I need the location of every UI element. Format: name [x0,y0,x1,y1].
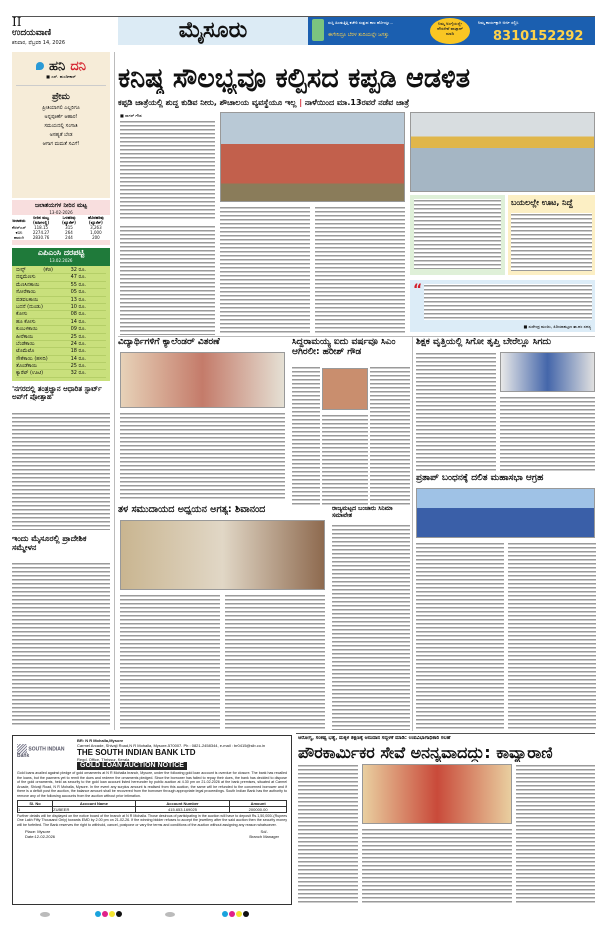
notice-place: Place: Mysore [25,829,51,835]
lead-byline: ■ ಸಾಗರ್ ಗೌಡ [120,113,142,118]
vegetable-name: ಬದನೆ (ದುಂಡು) [16,303,43,310]
headline-pratap: ಪ್ರತಾಪ್ ಬಂಧನಕ್ಕೆ ದಲಿತ ಮಹಾಸಭಾ ಆಗ್ರಹ [416,474,544,483]
bank-auction-notice [12,735,292,905]
notice-body: Gold loans availed against pledge of gold ornaments at N R Mohalla branch, Mysore, under the following gold loan account is overdue for closure. The bank has recalled the loans, but the pawners yet to remit the dues and redeem the ornaments pledged. Since the borrower has failed to repay their dues, the bank has decided to dispose of the gold ornaments, held as security to the gold loan account listed hereunder by public auction at 4.30 pm on 21-02-2026 at the bank premises, situated at Carmel Arcade, Shivaji Road, N R Mohalla, Mysore. In the event any surplus amount is realised from this auction, the same will be refunded to the concerned borrower and if there is a deficit post the auction, the balance amount shall be recovered from the borrower through appropriate legal proceedings. South Indian Bank has the authority to remove any of the following accounts from the auction without prior intimation. [17,771,287,798]
vegetable-price: 05 ರೂ. [70,289,86,296]
apmc-row [16,282,106,289]
lead-headline: ಕನಿಷ್ಠ ಸೌಲಭ್ಯವೂ ಕಲ್ಪಿಸದ ಕಪ್ಪಡಿ ಆಡಳಿತ [118,64,471,94]
apmc-row [16,297,106,304]
cell: 2274.27 [32,230,50,235]
advertisement [308,17,595,45]
cell: 415.653.169025 [135,806,230,812]
cell: 200 [92,235,100,240]
unit-label: (ಕೆಜಿ) [43,267,53,273]
vegetable-name: ಪಡವಲಕಾಯಿ [16,296,39,303]
cm-body [322,414,368,506]
quote-box-blue [410,280,595,332]
headline-startup: 'ನಗರದಲ್ಲಿ ತಂತ್ರಜ್ಞಾನ ಆಧಾರಿತ ಸ್ಟಾರ್ಟ್ ಅಪ್‌ಗೆ ಪ್ರೋತ್ಸಾಹ' [12,386,102,401]
dani-title: ದನಿ [70,59,87,74]
vegetable-name: ಹೀರೆಕಾಯಿ [16,333,34,340]
reservoir-date: 13-02-2026 [49,210,73,215]
vegetable-price: 09 ರೂ. [70,326,86,333]
issue-date: ಶನಿವಾರ, ಫೆಬ್ರವರಿ 14, 2026 [12,39,112,47]
cell: ಹಾರಂಗಿ [13,235,25,240]
vegetable-name: ಬೀನ್ಸ್ [16,267,26,273]
apmc-title: ಎಪಿಎಂಸಿ ದರಪಟ್ಟಿ [37,248,85,257]
lead-body [220,206,310,334]
apmc-row [16,341,106,348]
ad-badge: ನಿಮ್ಮ ಅಂಗೈಯಲ್ಲೇ ಪೌರಸೇವೆ ವಾಟ್ಸಾಪ್ ಮಾಡಿ [430,18,470,44]
poem-title: ಪ್ರೇಮ [52,92,70,102]
lead-photo-temple [220,112,405,202]
cell: 2830.76 [32,235,50,240]
bank-logo-text: SOUTH INDIAN Bank [17,746,65,759]
startup-body [12,412,110,530]
vegetable-price: 32 ರೂ. [70,370,86,377]
apmc-row [16,363,106,370]
lead-body [120,120,215,220]
vegetable-price: 13 ರೂ. [70,296,86,303]
apmc-row [16,274,106,281]
ad-phone: 8310152292 [493,29,584,44]
pratap-body [416,542,504,730]
drop-icon [36,62,44,70]
cell: 3,263 [90,225,102,230]
study-body [120,594,220,730]
vegetable-price: 32 ರೂ. [70,267,86,273]
cm-body [292,366,320,506]
table-row [12,235,110,240]
apmc-row [16,334,106,341]
students-body [120,412,285,500]
headline-teacher: ಶಿಕ್ಷಕ ವೃತ್ತಿಯಲ್ಲಿ ಸಿಗೋ ತೃಪ್ತಿ ಬೇರೆಲ್ಲೂ ಸಿಗದು [416,338,552,347]
notice-title: GOLD LOAN AUCTION NOTICE [77,762,187,770]
vegetable-price: 25 ರೂ. [70,363,86,370]
pourakarmika-body [362,828,512,904]
sidebar-box-yellow [508,195,595,275]
registration-marks [0,910,600,920]
cm-body [370,366,410,506]
hani-byline: ■ ಎಸ್. ಹುಂಡೀಕಾರ್ [46,74,76,79]
hani-title: ಹನಿ [49,59,66,74]
col-header: Sl. No [18,800,53,806]
cell: 1,000 [90,230,102,235]
page-mark: II [12,15,22,29]
vegetable-name: ಮೆಣಸಿನಕಾಯಿ [16,281,40,288]
bank-branch: BR: N R Mohalla,Mysore [77,738,124,743]
paper-name: ಉದಯವಾಣಿ [12,28,52,38]
subhead-text: ಕಪ್ಪಡಿ ಜಾತ್ರೆಯಲ್ಲಿ ಶುದ್ಧ ಕುಡಿವ ನೀರು, ಶೌಚಾಲಯ ವ್ಯವಸ್ಥೆಯೂ ಇಲ್ಲ [118,99,297,107]
reservoir-table [12,200,110,245]
vegetable-price: 10 ರೂ. [70,303,86,310]
vegetable-price: 14 ರೂ. [70,355,86,362]
study-photo [120,520,325,590]
table-row [18,806,287,812]
headline-students: ವಿದ್ಯಾರ್ಥಿಗಳಿಗೆ ಕ್ಯಾಲೆಂಡರ್ ವಿತರಣೆ [118,338,220,347]
lead-body [120,225,215,335]
poem-line: ಅನ್ನಪೂರ್ಣೆ ಆಹಾರ! [44,114,78,120]
bank-logo [17,744,69,759]
col-header: Account Number [135,800,230,806]
pourakarmika-body [298,764,358,904]
bank-regd: Regd. Office, Thrissur, Kerala [77,757,130,762]
poem-line: ಸಮಯದಲ್ಲಿ ಸಂಗಾತಿ [44,123,78,129]
teacher-photo [500,352,595,392]
cell: 315 [65,225,73,230]
notice-sign: Sd/- [260,829,268,835]
state-body [332,524,410,730]
pourakarmika-body [516,764,595,904]
col-header: ನೀರಿನ ಮಟ್ಟ (ಅಡಿಗಳಲ್ಲಿ) [33,215,50,225]
apmc-row [16,319,106,326]
quote-icon: “ [413,282,423,298]
bank-address: Carmel Arcade, Shivaji Road,N R Mohalla, Mysore-570007. Ph : 0821-2458344, e-mail : br0415@sib.co.in [77,743,266,748]
cell: 200000.00 [230,806,287,812]
cell: ZUBEER [53,806,136,812]
apmc-row [16,289,106,296]
kicker: ಆರೋಗ್ಯ, ಸಂಕಷ್ಟ ಭತ್ಯೆ, ಮಕ್ಕಳ ಶಿಕ್ಷಣಕ್ಕೆ ಅನುದಾನ ಸದ್ಬಳಕೆ ಮಾಡಿ: ಉಪವಿಭಾಗಾಧಿಕಾರಿ ಸಲಹೆ [298,736,451,741]
pratap-photo [416,488,595,538]
lead-body [315,206,405,334]
teacher-body [416,352,496,472]
today-body [12,562,110,727]
vegetable-price: 14 ರೂ. [70,318,86,325]
apmc-row [16,356,106,363]
box-headline: ಬಯಲಲ್ಲೇ ಊಟ, ನಿದ್ದೆ [511,198,573,207]
edition-banner [118,17,308,45]
headline-today: ಇಂದು ಮೈಸೂರಲ್ಲಿ ಪ್ರಾದೇಶಿಕ ಸಮ್ಮೇಳನ [12,535,87,552]
lead-photo-gate [410,112,595,192]
poem-line: ಅಸಹ್ಯತೆ ಬೇಡ [49,132,73,138]
notice-footer: Further details will be displayed on the notice board of the branch at N R Mohalla. Those desirous of participating in the auction will have to deposit Rs.1,50,000/-(Rupees One Lakh Fifty Thousand Only) towards EMD by 2.00 pm on 21-02-26. If the winning bidder refuses to accept the jewellery after the said auction then the security money will be forfeited. The Bank reserves the right to withhold, cancel, postpone or vary the terms and conditions of the auction without assigning any reason whatsoever. [17,813,287,827]
edition-title: ಮೈಸೂರು [178,18,248,43]
poem-line: ಪ್ರೀತಿಯಾಗಲಿ ಎಲ್ಲರಿಗೂ [42,105,80,111]
vegetable-name: ಕೋಸು [16,311,28,318]
vegetable-name: ದಪ್ಪಮೆಣಸು [16,274,36,281]
cell: 1 [18,806,53,812]
reservoir-title: ಜಲಾಶಯಗಳ ನೀರಿನ ಮಟ್ಟ [34,202,88,209]
teacher-body [500,396,595,472]
subhead-text-2: ನಾಳೆಯಿಂದ ಮಾ.13ರವರೆ ನಡೆವ ಜಾತ್ರೆ [304,99,410,107]
vegetable-price: 24 ರೂ. [70,340,86,347]
apmc-row [16,370,106,377]
headline-pourakarmika: ಪೌರಕಾರ್ಮಿಕರ ಸೇವೆ ಅನನ್ಯವಾದದ್ದು: ಕಾವ್ಯಾರಾಣಿ [298,744,553,762]
ad-right-text: ನಿಮ್ಮ ಕಾರ್ಯಕ್ಕಾಗಿ ಅರ್ಜಿ ಸಲ್ಲಿಸಿ [478,20,519,25]
vegetable-price: 08 ರೂ. [70,311,86,318]
vegetable-price: 18 ರೂ. [70,348,86,355]
notice-date: Date:12-02-2026 [25,834,56,840]
vegetable-price: 25 ರೂ. [70,333,86,340]
apmc-row [16,267,106,274]
ad-phone-icon [312,19,324,41]
apmc-row [16,304,106,311]
cell: 244 [65,235,73,240]
col-header: Account Name [53,800,136,806]
cm-photo [322,368,368,410]
lead-subhead: ಕಪ್ಪಡಿ ಜಾತ್ರೆಯಲ್ಲಿ ಶುದ್ಧ ಕುಡಿವ ನೀರು, ಶೌಚಾಲಯ ವ್ಯವಸ್ಥೆಯೂ ಇಲ್ಲ | ನಾಳೆಯಿಂದ ಮಾ.13ರವರೆ ನಡೆವ ಜಾತ್ರೆ [118,99,410,107]
study-body [225,594,325,730]
vegetable-price: 55 ರೂ. [70,281,86,288]
quote-credit: ■ ಸುರೇಂದ್ರ ಮಂಜು, ಪಿರಿಯಾಪಟ್ಟಣ ತಾ.ಪಂ ಸದಸ್ಯ [523,324,591,329]
poem-line: ಆಗಾಗ ಮಮತೆ ಸವಿಗೆ! [42,141,80,147]
apmc-row [16,348,106,355]
cell: 118.15 [34,225,49,230]
vegetable-price: 47 ರೂ. [70,274,86,281]
headline-study: ತಳ ಸಮುದಾಯದ ಅಧ್ಯಯನ ಅಗತ್ಯ: ಶಿವಾನಂದ [118,505,266,515]
col-header: ಒಳಹರಿವು (ಕ್ಯೂಸೆಕ್) [62,215,76,225]
vegetable-name: ಕ್ಯಾರೆಟ್ (ಊಟಿ) [16,370,44,377]
col-header: Amount [230,800,287,806]
vegetable-name: ಬೆಂಡೆಕಾಯಿ [16,340,35,347]
apmc-row [16,326,106,333]
apmc-date: 13.02.2026 [49,258,73,263]
quote-box-green [410,195,505,275]
bank-name: THE SOUTH INDIAN BANK LTD [77,748,196,757]
col-header: ಜಲಾಶಯ [12,217,26,223]
students-photo [120,352,285,408]
cell: ಕೆಆರ್‌ಎಸ್ [12,225,26,230]
apmc-price-list [12,248,110,381]
vegetable-name: ತೊಂಡೆಕಾಯಿ [16,363,38,370]
ad-line2: ಈಗೇನಿದ್ರೂ ಬೆರಳ ತುದಿಯಲ್ಲೇ ಜಗತ್ತು [328,32,389,38]
apmc-row [16,311,106,318]
ad-line1: ಸುಸ್ತಿ ಹಿಂಡುತ್ತಿತ್ತಿ ಕಚೇರಿ ಸುತ್ತುವ ಕಾಲ ಹೋಯ್ತು... [328,20,394,25]
vegetable-name: ಹೂ ಕೋಸು [16,318,36,325]
hani-dani-box [12,52,110,198]
vegetable-name: ಸೋರೆಕಾಯಿ [16,289,36,296]
pourakarmika-photo [362,764,512,824]
notice-signer: Branch Manager [249,834,279,840]
pratap-body [508,542,596,730]
col-header: ಹೊರಹರಿವು (ಕ್ಯೂಸೆಕ್) [88,215,104,225]
headline-state: ರಾಜ್ಯಮಟ್ಟದ ಬಂಜಾರು ಸಿನಿಮಾ ಸಮಾವೇಶ [332,506,393,519]
cell: ಕಬಿನಿ [15,230,23,235]
vegetable-name: ಟೊಮೆಟೊ [16,348,35,355]
cell: 264 [65,230,73,235]
headline-cm: ಸಿದ್ದರಾಮಯ್ಯ ಐದು ವರ್ಷವೂ ಸಿಎಂ ಆಗಿರಲೀ: ಹರೀಶ್ ಗೌಡ [292,338,396,357]
vegetable-name: ಸೌತೆಕಾಯಿ (ಹಳದಿ) [16,355,48,362]
masthead [12,17,112,49]
vegetable-name: ಕುಂಬಳಕಾಯಿ [16,326,38,333]
